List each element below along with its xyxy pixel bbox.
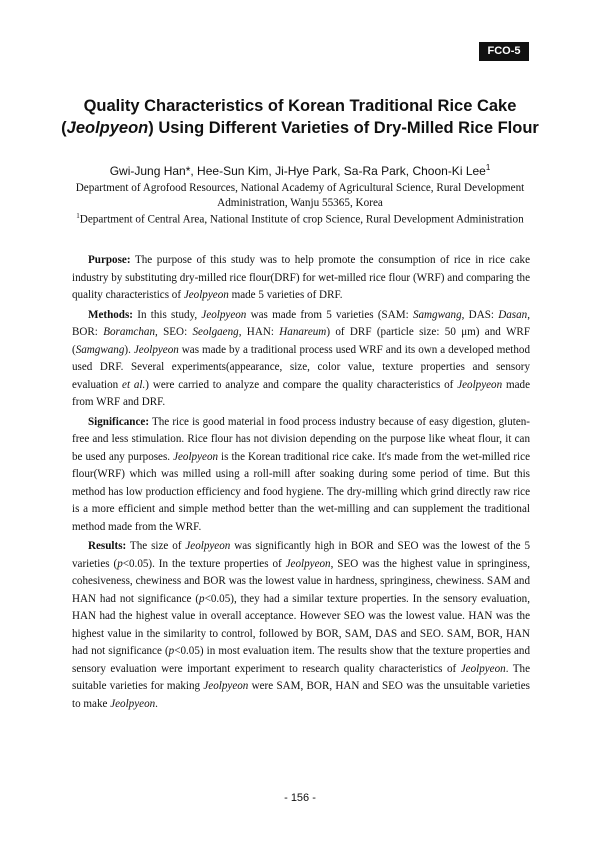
page-number: - 156 - — [284, 792, 316, 804]
affiliation-2: $^1$Department of Central Area, National Institute of crop Science, Rural Development Administration — [76, 212, 524, 226]
purpose-label: Purpose: — [88, 254, 131, 266]
title-line-2: (Jeolpyeon) Using Different Varieties of Dry-Milled Rice Flour — [61, 119, 539, 137]
purpose-paragraph: Purpose: The purpose of this study was to help promote the consumption of rice in rice cake industry by substituting dry-milled rice flour(DRF) for wet-milled rice flour (WRF) and comparing the quality characteristics of Jeolpyeon made 5 varieties of DRF. — [72, 254, 530, 301]
results-paragraph: Results: The size of Jeolpyeon was significantly high in BOR and SEO was the lowest of the 5 varieties (p<0.05). In the texture properties of Jeolpyeon, SEO was the highest value in springiness, cohesiveness, chewiness and BOR was the lowest value in hardness, springiness, chewiness. SAM and HAN had not significance (p<0.05), they had a similar texture properties. In the sensory evaluation, HAN had the highest value in overall acceptance. However SEO was the lowest value. HAN was the highest value in the similarity to control, followed by BOR, SAM, DAS and SEO. SAM, BOR, HAN had not significance (p<0.05) in most evaluation item. The results show that the texture properties and sensory evaluation were important experiment to research quality characteristics of Jeolpyeon. The suitable varieties for making Jeolpyeon were SAM, BOR, HAN and SEO was the unsuitable varieties to make Jeolpyeon. — [72, 540, 531, 710]
results-label: Results: — [88, 540, 127, 552]
paper-title — [20, 95, 580, 139]
title-line-1: Quality Characteristics of Korean Traditional Rice Cake — [83, 97, 517, 115]
significance-label: Significance: — [88, 415, 150, 428]
affiliation-1: Department of Agrofood Resources, National Academy of Agricultural Science, Rural Development Administration, Wanju 55365, Korea — [75, 182, 525, 209]
session-code-badge: FCO-5 — [479, 42, 529, 61]
abstract-body — [72, 252, 530, 715]
title-italic-term: Jeolpyeon — [66, 119, 149, 137]
methods-paragraph: Methods: In this study, Jeolpyeon was made from 5 varieties (SAM: Samgwang, DAS: Dasan, BOR: Boramchan, SEO: Seolgaeng, HAN: Hanareum) of DRF (particle size: 50 μm) and WRF (Samgwang). Jeolpyeon was made by a traditional process used WRF and its own a developed method used DRF. Several experiments(appearance, size, color value, texture properties and sensory evaluation et al.) were carried to analyze and compare the quality characteristics of Jeolpyeon made from WRF and DRF. — [72, 308, 531, 408]
author-list: Gwi-Jung Han*, Hee-Sun Kim, Ji-Hye Park, Sa-Ra Park, Choon-Ki Lee$^1$ — [109, 163, 491, 178]
significance-paragraph: Significance: The rice is good material in food process industry because of easy digestion, gluten-free and less stimulation. Rice flour has not division depending on the purpose like wheat flour, it can be used any purposes. Jeolpyeon is the Korean traditional rice cake. It's made from the wet-milled rice flour(WRF) which was milled using a roll-mill after soaking during some period of time. But this method has low production efficiency and food hygiene. The dry-milling which grind directly raw rice is a more efficient and simple method better than the wet-milling and can supplement the traditional method made from the WRF. — [72, 415, 530, 533]
methods-label: Methods: — [88, 308, 133, 321]
